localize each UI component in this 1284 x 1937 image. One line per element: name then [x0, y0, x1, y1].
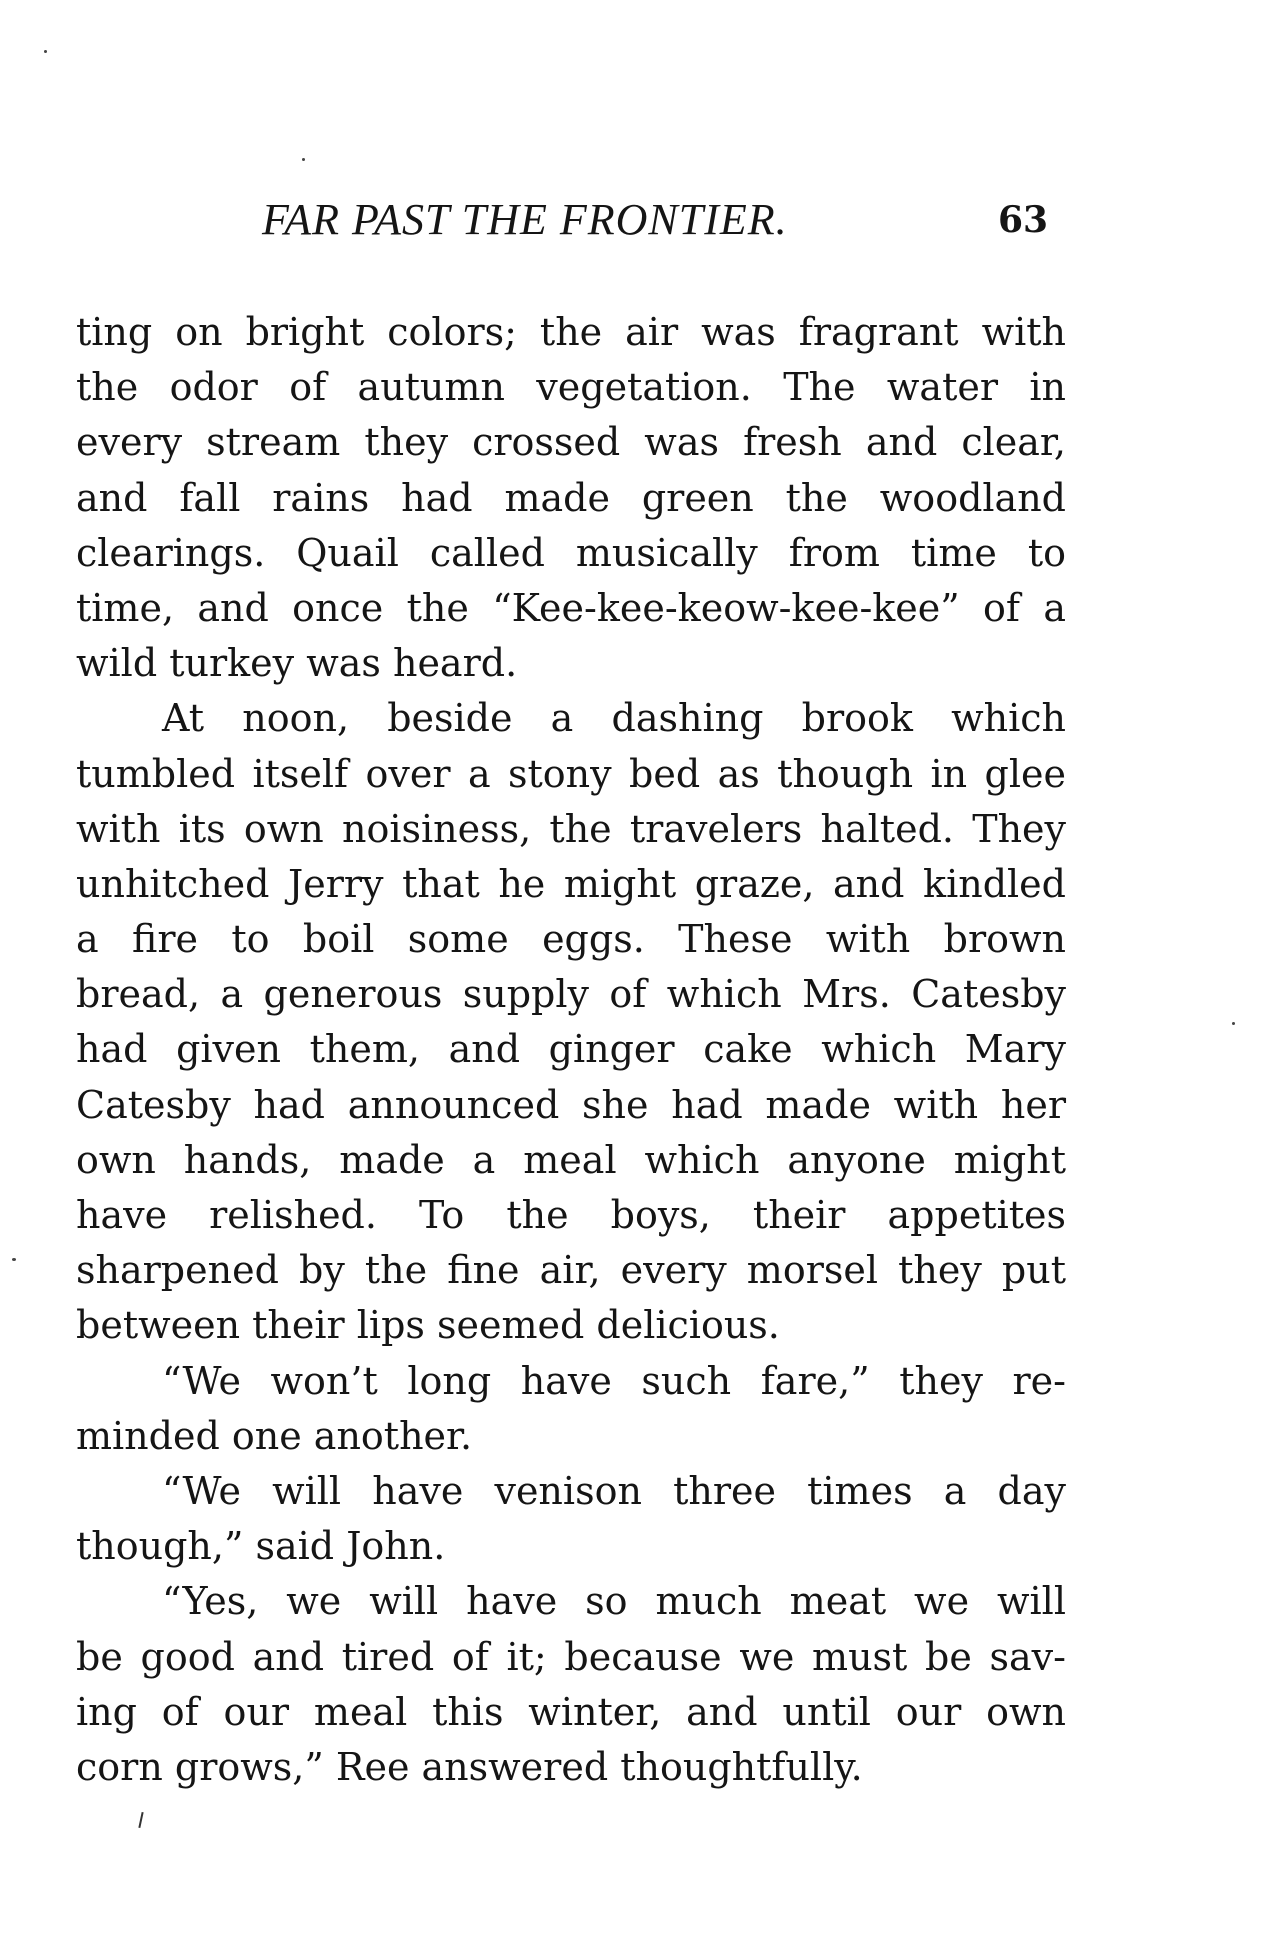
text-line: have relished. To the boys, their appetites: [76, 1193, 1066, 1237]
text-line: “Yes, we will have so much meat we will: [162, 1579, 1066, 1624]
text-line: minded one another.: [76, 1413, 473, 1458]
text-line: between their lips seemed delicious.: [76, 1303, 780, 1348]
paper-speck: [1232, 1022, 1235, 1025]
text-line: every stream they crossed was fresh and clear,: [76, 420, 1066, 465]
text-line: own hands, made a meal which anyone might: [76, 1137, 1066, 1182]
text-line: ting on bright colors; the air was fragrant with: [76, 310, 1066, 354]
text-line: unhitched Jerry that he might graze, and kindled: [76, 861, 1066, 906]
text-line: be good and tired of it; because we must be sav-: [76, 1634, 1066, 1679]
text-line: a fire to boil some eggs. These with brown: [76, 917, 1066, 962]
paper-speck: [12, 1258, 16, 1261]
text-line: though,” said John.: [76, 1524, 446, 1569]
text-line: with its own noisiness, the travelers halted. They: [76, 806, 1066, 851]
text-line: wild turkey was heard.: [76, 641, 518, 686]
text-line: ing of our meal this winter, and until our own: [76, 1689, 1066, 1734]
stray-mark: [138, 1812, 143, 1828]
body-text: [76, 305, 1066, 1795]
text-line: had given them, and ginger cake which Mary: [76, 1027, 1066, 1072]
text-line: the odor of autumn vegetation. The water in: [76, 365, 1066, 410]
text-line: “We will have venison three times a day: [162, 1468, 1066, 1513]
text-line: bread, a generous supply of which Mrs. Catesby: [76, 972, 1066, 1017]
text-line: clearings. Quail called musically from time to: [76, 530, 1066, 575]
text-line: tumbled itself over a stony bed as though in glee: [76, 751, 1066, 796]
page-number: 63: [998, 199, 1049, 241]
running-title: FAR PAST THE FRONTIER.: [262, 195, 788, 244]
paper-speck: [44, 50, 47, 53]
running-head: [0, 190, 1284, 250]
text-line: Catesby had announced she had made with her: [76, 1082, 1066, 1127]
text-line: sharpened by the fine air, every morsel they put: [76, 1248, 1066, 1293]
paper-speck: [302, 158, 305, 161]
text-line: At noon, beside a dashing brook which: [162, 696, 1066, 741]
text-line: time, and once the “Kee-kee-keow-kee-kee” of a: [76, 585, 1066, 630]
text-line: corn grows,” Ree answered thoughtfully.: [76, 1744, 863, 1789]
text-line: “We won’t long have such fare,” they re-: [162, 1358, 1066, 1403]
text-line: and fall rains had made green the woodland: [76, 475, 1066, 520]
